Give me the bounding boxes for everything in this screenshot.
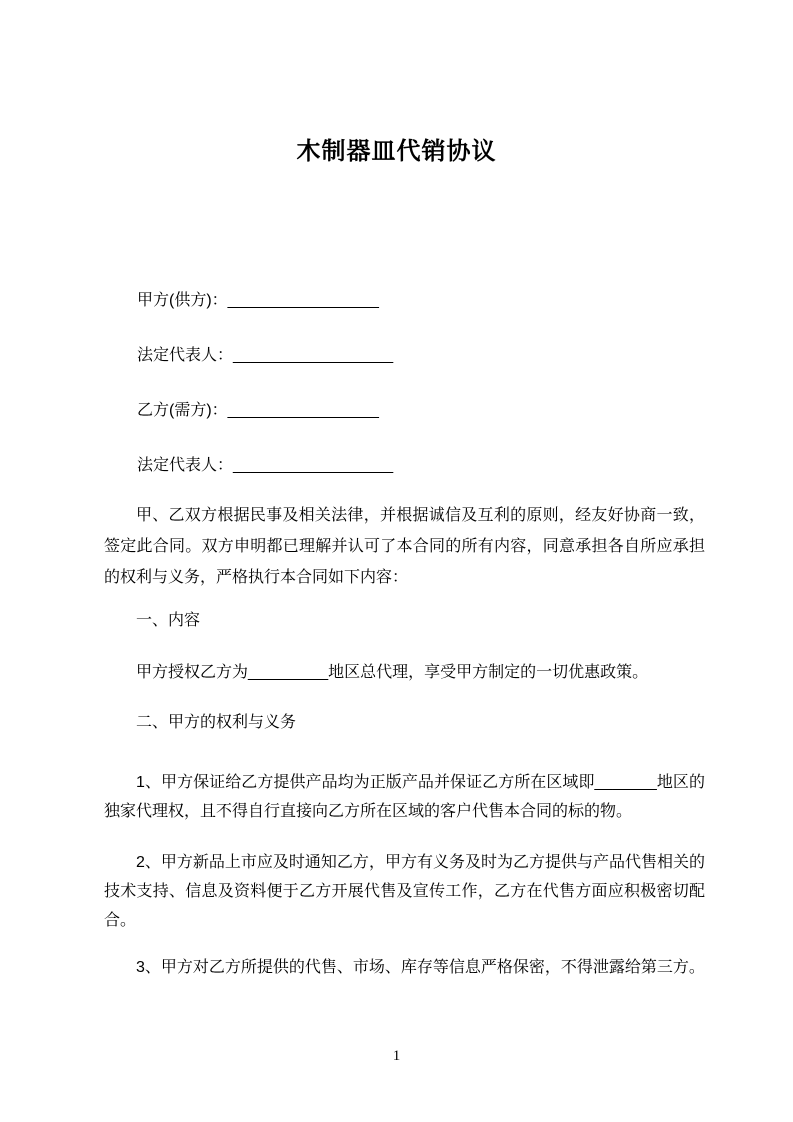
party-b-field — [137, 401, 379, 421]
party-a-legal-rep-label: 法定代表人： — [137, 347, 234, 364]
party-b-blank-line: _________________ — [227, 402, 379, 419]
section-two-clause-2: 2、甲方新品上市应及时通知乙方，甲方有义务及时为乙方提供与产品代售相关的技术支持、信息及资料便于乙方开展代售及宣传工作，乙方在代售方面应积极密切配合。 — [104, 854, 705, 929]
section-two-clause-1: 1、甲方保证给乙方提供产品均为正版产品并保证乙方所在区域即_______地区的独家代理权，且不得自行直接向乙方所在区域的客户代售本合同的标的物。 — [104, 774, 705, 820]
party-a-label: 甲方(供方)： — [137, 292, 228, 309]
party-b-legal-rep-blank-line: __________________ — [233, 457, 394, 474]
page-number: 1 — [392, 1048, 401, 1064]
party-a-legal-rep-field — [137, 346, 393, 366]
party-b-legal-rep-label: 法定代表人： — [137, 457, 234, 474]
party-a-legal-rep-blank-line: __________________ — [233, 347, 394, 364]
party-a-blank-line: _________________ — [227, 292, 379, 309]
section-two-clause-3: 3、甲方对乙方所提供的代售、市场、库存等信息严格保密，不得泄露给第三方。 — [136, 959, 705, 976]
section-one-paragraph: 甲方授权乙方为_________地区总代理，享受甲方制定的一切优惠政策。 — [136, 664, 649, 681]
section-one-heading: 一、内容 — [136, 612, 201, 629]
party-a-field — [137, 291, 379, 311]
document-title: 木制器皿代销协议 — [296, 138, 497, 165]
party-b-legal-rep-field — [137, 456, 393, 476]
intro-paragraph: 甲、乙双方根据民事及相关法律，并根据诚信及互利的原则，经友好协商一致，签定此合同。双方申明都已理解并认可了本合同的所有内容，同意承担各自所应承担的权利与义务，严格执行本合同如下内容： — [104, 507, 705, 586]
section-two-heading: 二、甲方的权利与义务 — [136, 714, 297, 731]
party-b-label: 乙方(需方)： — [137, 402, 228, 419]
